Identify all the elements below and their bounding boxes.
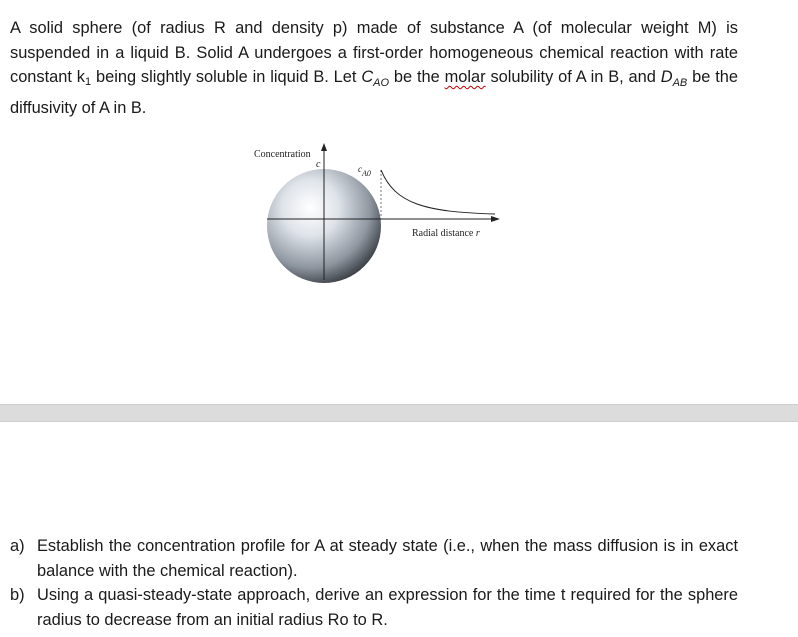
ca0-symbol: C xyxy=(361,68,374,86)
question-item xyxy=(10,534,738,583)
statement-text: be the diffusivity of A in B. xyxy=(10,68,738,117)
k-subscript: 1 xyxy=(85,76,92,88)
dab-subscript: AB xyxy=(672,77,688,89)
section-divider xyxy=(0,404,798,422)
question-text: Using a quasi-steady-state approach, derive an expression for the time t required for the sphere radius to decrease from an initial radius Ro to R. xyxy=(37,586,738,629)
radial-distance-text: Radial distance xyxy=(412,228,474,239)
question-item xyxy=(10,583,738,632)
concentration-curve xyxy=(381,170,495,214)
x-axis-arrow xyxy=(491,216,500,222)
problem-statement xyxy=(10,16,738,120)
dab-symbol: D xyxy=(660,68,673,86)
ca0-c: c xyxy=(358,164,362,174)
ca0-subscript: AO xyxy=(373,77,390,89)
question-text: Establish the concentration profile for A at steady state (i.e., when the mass diffusion is in exact balance with the chemical reaction). xyxy=(37,537,738,580)
radial-distance-label xyxy=(412,228,480,239)
sphere-concentration-figure xyxy=(245,140,515,290)
statement-text: being slightly soluble in liquid B. Let xyxy=(91,68,362,86)
statement-text: be the xyxy=(389,68,445,86)
molar-word: molar xyxy=(444,68,486,86)
ca0-sub: A0 xyxy=(362,169,371,178)
question-label: b) xyxy=(10,586,25,604)
statement-text: A solid sphere (of radius R and density p) made of substance A (of molecular weight M) is suspended in a liquid B. Solid A undergoes a first-order homogeneous chemical reaction with rate constant k xyxy=(10,19,738,86)
r-symbol: r xyxy=(475,228,480,239)
question-label: a) xyxy=(10,537,25,555)
y-axis-arrow xyxy=(321,143,327,151)
question-list xyxy=(10,534,738,632)
concentration-axis-label: Concentration xyxy=(254,149,311,160)
statement-text: solubility of A in B, and xyxy=(485,68,661,86)
ca0-label xyxy=(358,164,371,178)
c-axis-symbol: c xyxy=(316,159,321,170)
